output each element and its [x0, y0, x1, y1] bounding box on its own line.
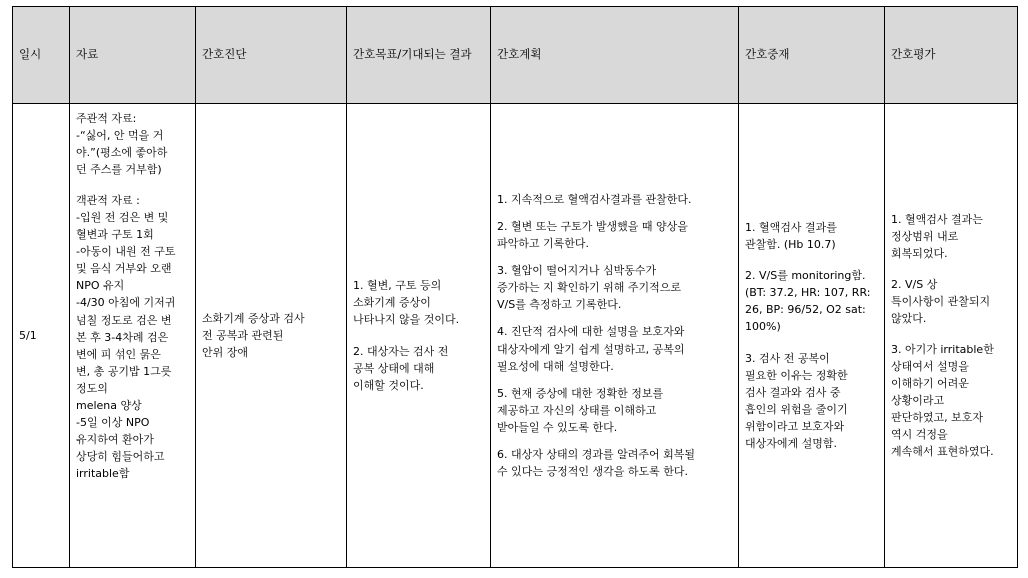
header-date: 일시 [13, 7, 70, 104]
text-line: 3. 아기가 irritable한 [891, 342, 994, 356]
header-plan: 간호계획 [491, 7, 739, 104]
header-row [13, 7, 1018, 104]
table-row [13, 104, 1018, 568]
text-line: 필요한 이유는 정확한 [745, 368, 848, 382]
header-data: 자료 [70, 7, 196, 104]
text-line: 5. 현재 증상에 대한 정확한 정보를 [497, 386, 664, 400]
text-line: 이해하기 어려운 [891, 377, 969, 391]
text-line: 않았다. [891, 311, 927, 325]
line-gap [497, 313, 732, 323]
data-cell [70, 104, 196, 568]
text-line: 유지하여 환아가 [76, 432, 154, 446]
text-line: -4/30 아침에 기저귀 [76, 296, 176, 310]
text-line: 안위 장애 [202, 346, 249, 360]
text-line: 역시 걱정을 [891, 428, 948, 442]
text-line: 나타나지 않을 것이다. [353, 313, 460, 327]
text-line: -입원 전 검은 변 및 [76, 211, 169, 225]
text-line: 증가하는 지 확인하기 위해 주기적으로 [497, 281, 682, 295]
text-line: 2. 혈변 또는 구토가 발생했을 때 양상을 [497, 220, 688, 234]
text-line: 위함이라고 보호자와 [745, 419, 845, 433]
text-line: 3. 혈압이 떨어지거나 심박동수가 [497, 264, 657, 278]
text-line: 소화기계 증상이 [353, 296, 431, 310]
text-line: 변에 피 섞인 묽은 [76, 347, 161, 361]
text-line: 이해할 것이다. [353, 378, 424, 392]
line-gap [891, 327, 1011, 341]
line-gap [76, 178, 189, 192]
text-line: -아동이 내원 전 구토 [76, 245, 176, 259]
text-line: 파악하고 기록한다. [497, 237, 590, 251]
text-line: 받아들일 수 있도록 한다. [497, 420, 618, 434]
text-line: 계속해서 표현하였다. [891, 445, 994, 459]
text-line: 26, BP: 96/52, O2 sat: [745, 303, 866, 317]
line-gap [497, 375, 732, 385]
text-line: irritable함 [76, 466, 130, 480]
intervention-cell [739, 104, 885, 568]
text-line: 흡인의 위험을 줄이기 [745, 402, 848, 416]
text-line: 100%) [745, 320, 781, 334]
text-line: melena 양상 [76, 398, 142, 412]
text-line: 관찰함. (Hb 10.7) [745, 238, 836, 252]
line-gap [497, 252, 732, 262]
header-diagnosis: 간호진단 [196, 7, 347, 104]
text-line: 소화기계 증상과 검사 [202, 311, 305, 325]
text-line: 6. 대상자 상태의 경과를 알려주어 회복될 [497, 447, 695, 461]
text-line: 상태여서 설명을 [891, 360, 969, 374]
text-line: 객관적 자료 : [76, 194, 140, 208]
text-line: 1. 혈액검사 결과를 [745, 221, 837, 235]
text-line: 회복되었다. [891, 246, 948, 260]
text-line: -“싫어, 안 먹을 거 [76, 129, 164, 143]
text-line: 2. V/S 상 [891, 277, 938, 291]
line-gap [497, 208, 732, 218]
text-line: 제공하고 자신의 상태를 이해하고 [497, 403, 657, 417]
line-gap [497, 436, 732, 446]
text-line: 검사 결과와 검사 중 [745, 385, 841, 399]
text-line: 공복 상태에 대해 [353, 361, 435, 375]
text-line: 상황이라고 [891, 394, 945, 408]
text-line: 야.”(평소에 좋아하 [76, 146, 168, 160]
text-line: 1. 지속적으로 혈액검사결과를 관찰한다. [497, 193, 692, 207]
plan-cell [491, 104, 739, 568]
text-line: 정상범위 내로 [891, 229, 959, 243]
text-line: 던 주스를 거부함) [76, 163, 162, 177]
text-line: 혈변과 구토 1회 [76, 228, 154, 242]
text-line: 본 후 3-4차례 검은 [76, 330, 169, 344]
text-line: (BT: 37.2, HR: 107, RR: [745, 286, 871, 300]
line-gap [745, 253, 878, 267]
text-line: 3. 검사 전 공복이 [745, 351, 830, 365]
header-intervention: 간호중재 [739, 7, 885, 104]
text-line: 수 있다는 긍정적인 생각을 하도록 한다. [497, 464, 688, 478]
line-gap [745, 336, 878, 350]
text-line: 주관적 자료: [76, 112, 137, 125]
text-line: V/S를 측정하고 기록한다. [497, 298, 622, 312]
evaluation-cell [885, 104, 1018, 568]
text-line: 판단하였고, 보호자 [891, 411, 984, 425]
header-evaluation: 간호평가 [885, 7, 1018, 104]
text-line: 1. 혈액검사 결과는 [891, 212, 983, 226]
goal-cell [347, 104, 491, 568]
text-line: 1. 혈변, 구토 등의 [353, 279, 442, 293]
text-line: 변, 총 공기밥 1그릇 [76, 364, 172, 378]
text-line: 필요성에 대해 설명한다. [497, 359, 614, 373]
text-line: 및 음식 거부와 오랜 [76, 262, 172, 276]
diagnosis-cell [196, 104, 347, 568]
text-line: 정도의 [76, 381, 108, 395]
text-line: 대상자에게 설명함. [745, 436, 838, 450]
text-line: 넘칠 정도로 검은 변 [76, 313, 172, 327]
text-line: 2. V/S를 monitoring함. [745, 269, 866, 283]
text-line: -5일 이상 NPO [76, 415, 150, 429]
text-line: 4. 진단적 검사에 대한 설명을 보호자와 [497, 325, 685, 339]
line-gap [353, 329, 484, 343]
text-line: 특이사항이 관찰되지 [891, 294, 991, 308]
nursing-care-plan-table [12, 6, 1018, 568]
header-goal: 간호목표/기대되는 결과 [347, 7, 491, 104]
text-line: 전 공복과 관련된 [202, 328, 284, 342]
text-line: 상당히 힘들어하고 [76, 449, 165, 463]
text-line: 대상자에게 알기 쉽게 설명하고, 공복의 [497, 342, 685, 356]
date-cell: 5/1 [13, 104, 70, 568]
text-line: 2. 대상자는 검사 전 [353, 344, 449, 358]
line-gap [891, 262, 1011, 276]
text-line: NPO 유지 [76, 279, 125, 293]
